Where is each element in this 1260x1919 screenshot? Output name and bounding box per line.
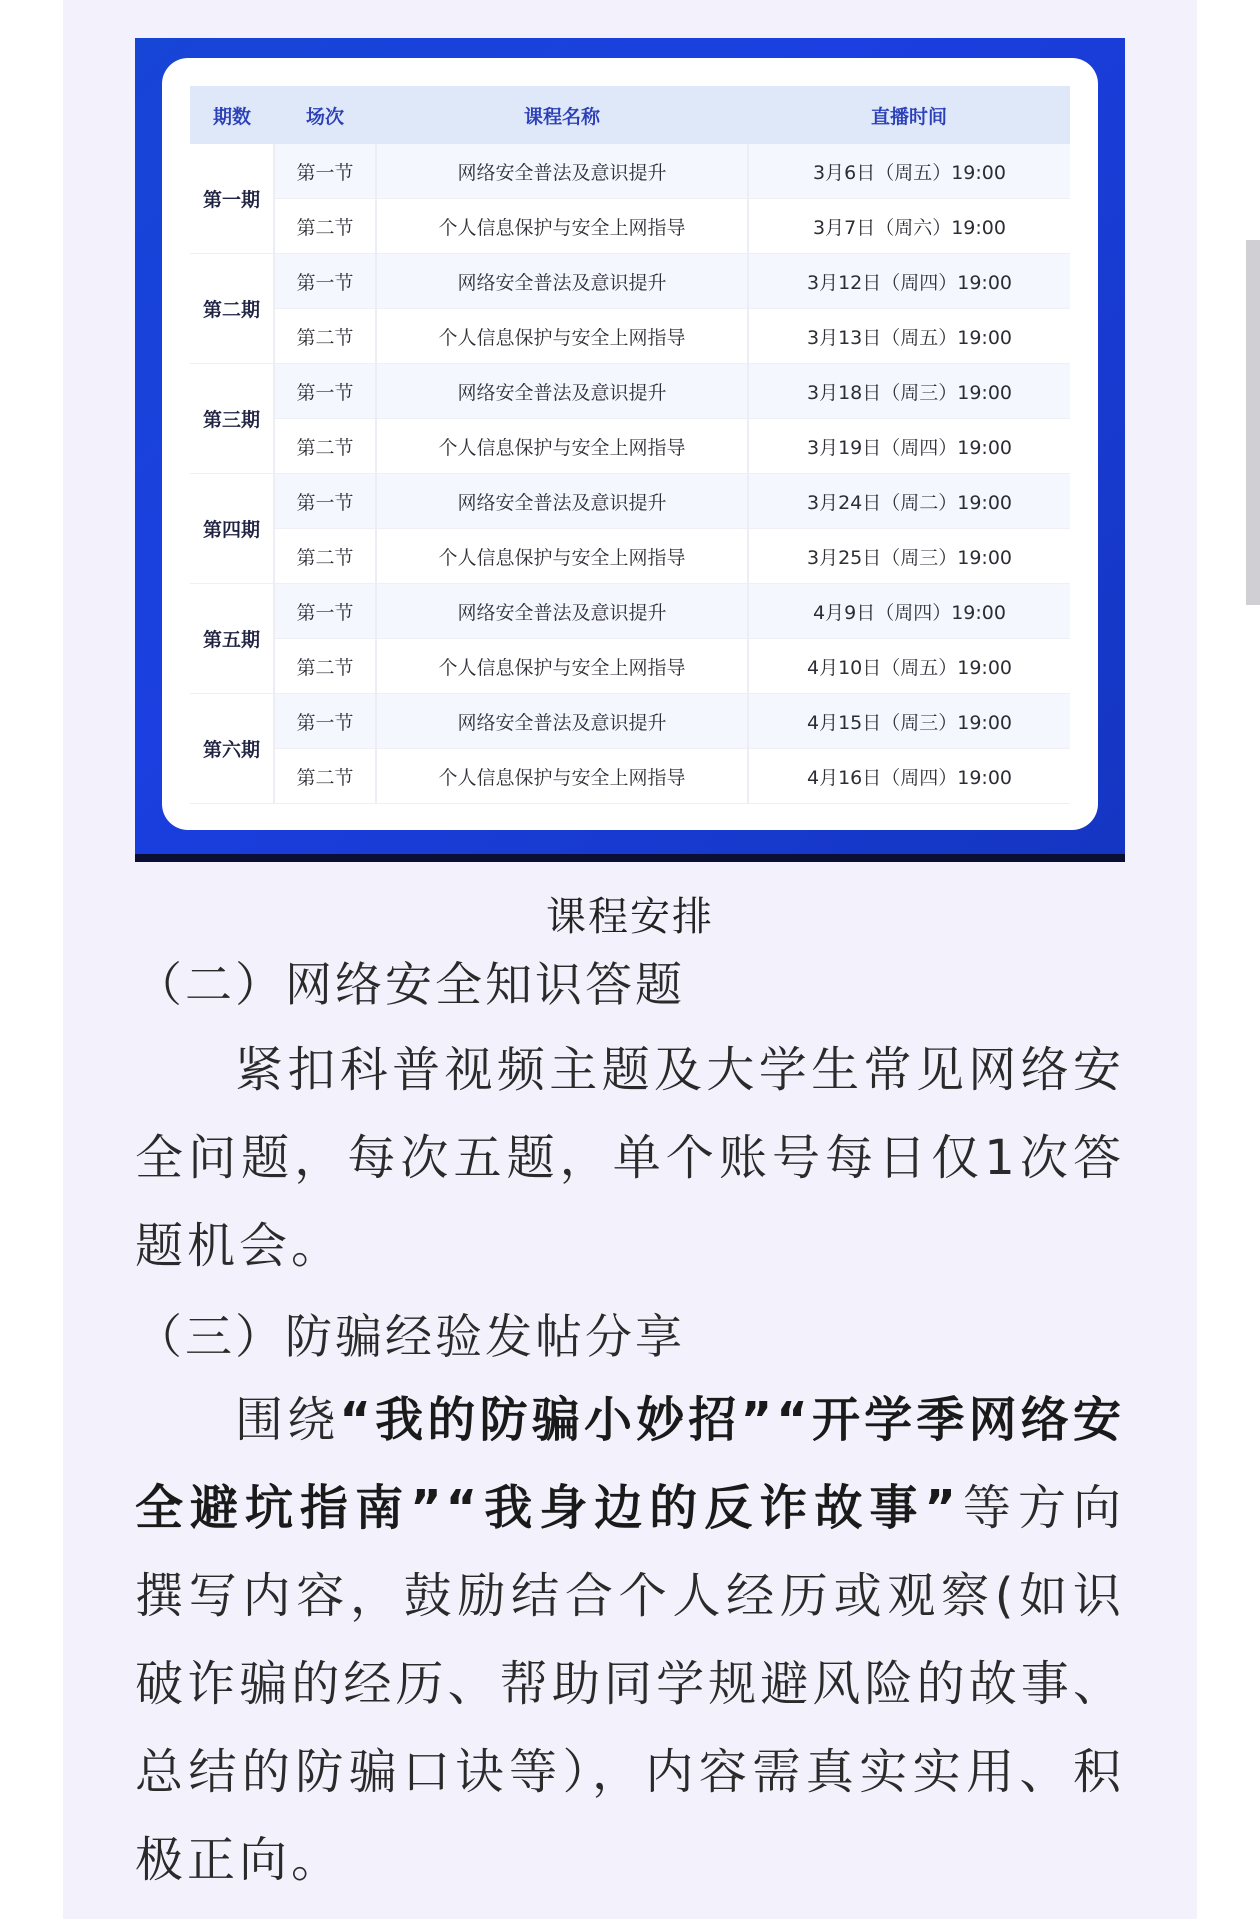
table-row xyxy=(190,309,1070,364)
table-row xyxy=(190,419,1070,474)
table-row xyxy=(190,144,1070,199)
scrollbar-thumb[interactable] xyxy=(1246,240,1260,605)
course-name: 个人信息保护与安全上网指导 xyxy=(376,199,748,254)
course-name: 个人信息保护与安全上网指导 xyxy=(376,419,748,474)
course-name: 网络安全普法及意识提升 xyxy=(376,694,748,749)
course-name: 个人信息保护与安全上网指导 xyxy=(376,749,748,804)
section-body-quiz: 紧扣科普视频主题及大学生常见网络安全问题，每次五题，单个账号每日仅1次答题机会。 xyxy=(135,1042,1125,1274)
session-label: 第二节 xyxy=(274,419,376,474)
body-suffix: 等方向撰写内容，鼓励结合个人经历或观察(如识破诈骗的经历、帮助同学规避风险的故事、总结的防骗口诀等），内容需真实实用、积极正向。 xyxy=(135,1480,1125,1888)
live-time: 3月7日（周六）19:00 xyxy=(748,199,1070,254)
body-prefix: 围绕 xyxy=(235,1392,340,1448)
session-label: 第二节 xyxy=(274,639,376,694)
session-label: 第二节 xyxy=(274,309,376,364)
table-row xyxy=(190,364,1070,419)
live-time: 4月9日（周四）19:00 xyxy=(748,584,1070,639)
period-label: 第五期 xyxy=(190,584,274,694)
course-name: 网络安全普法及意识提升 xyxy=(376,364,748,419)
session-label: 第一节 xyxy=(274,584,376,639)
header-session: 场次 xyxy=(274,86,376,144)
session-label: 第一节 xyxy=(274,474,376,529)
table-row xyxy=(190,584,1070,639)
header-period: 期数 xyxy=(190,86,274,144)
period-label: 第一期 xyxy=(190,144,274,254)
session-label: 第一节 xyxy=(274,364,376,419)
course-name: 网络安全普法及意识提升 xyxy=(376,584,748,639)
course-name: 网络安全普法及意识提升 xyxy=(376,144,748,199)
course-name: 个人信息保护与安全上网指导 xyxy=(376,529,748,584)
table-row xyxy=(190,254,1070,309)
table-row xyxy=(190,529,1070,584)
course-name: 网络安全普法及意识提升 xyxy=(376,254,748,309)
table-row xyxy=(190,694,1070,749)
section-heading-sharing: （三）防骗经验发帖分享 xyxy=(135,1310,685,1365)
image-caption: 课程安排 xyxy=(546,894,714,940)
live-time: 3月18日（周三）19:00 xyxy=(748,364,1070,419)
course-name: 个人信息保护与安全上网指导 xyxy=(376,309,748,364)
session-label: 第二节 xyxy=(274,749,376,804)
session-label: 第一节 xyxy=(274,694,376,749)
live-time: 3月19日（周四）19:00 xyxy=(748,419,1070,474)
section-body-sharing xyxy=(135,1376,1125,1904)
table-row xyxy=(190,474,1070,529)
live-time: 3月13日（周五）19:00 xyxy=(748,309,1070,364)
period-label: 第六期 xyxy=(190,694,274,804)
topic-anti-fraud-tips: “我的防骗小妙招” xyxy=(339,1392,777,1448)
course-name: 网络安全普法及意识提升 xyxy=(376,474,748,529)
course-schedule-image xyxy=(135,38,1125,862)
course-schedule-table xyxy=(190,86,1070,804)
live-time: 3月12日（周四）19:00 xyxy=(748,254,1070,309)
period-label: 第四期 xyxy=(190,474,274,584)
live-time: 3月25日（周三）19:00 xyxy=(748,529,1070,584)
live-time: 3月6日（周五）19:00 xyxy=(748,144,1070,199)
table-header-row xyxy=(190,86,1070,144)
session-label: 第一节 xyxy=(274,144,376,199)
table-row xyxy=(190,639,1070,694)
header-course-name: 课程名称 xyxy=(376,86,748,144)
section-heading-quiz: （二）网络安全知识答题 xyxy=(135,958,685,1013)
session-label: 第二节 xyxy=(274,529,376,584)
period-label: 第三期 xyxy=(190,364,274,474)
course-name: 个人信息保护与安全上网指导 xyxy=(376,639,748,694)
topic-security-guide: “开学季网络安全避坑指南” xyxy=(135,1392,1125,1536)
schedule-card xyxy=(162,58,1098,830)
header-live-time: 直播时间 xyxy=(748,86,1070,144)
period-label: 第二期 xyxy=(190,254,274,364)
topic-anti-fraud-stories: “我身边的反诈故事” xyxy=(445,1480,960,1536)
live-time: 4月16日（周四）19:00 xyxy=(748,749,1070,804)
session-label: 第二节 xyxy=(274,199,376,254)
live-time: 4月10日（周五）19:00 xyxy=(748,639,1070,694)
live-time: 4月15日（周三）19:00 xyxy=(748,694,1070,749)
live-time: 3月24日（周二）19:00 xyxy=(748,474,1070,529)
table-row xyxy=(190,199,1070,254)
table-row xyxy=(190,749,1070,804)
session-label: 第一节 xyxy=(274,254,376,309)
